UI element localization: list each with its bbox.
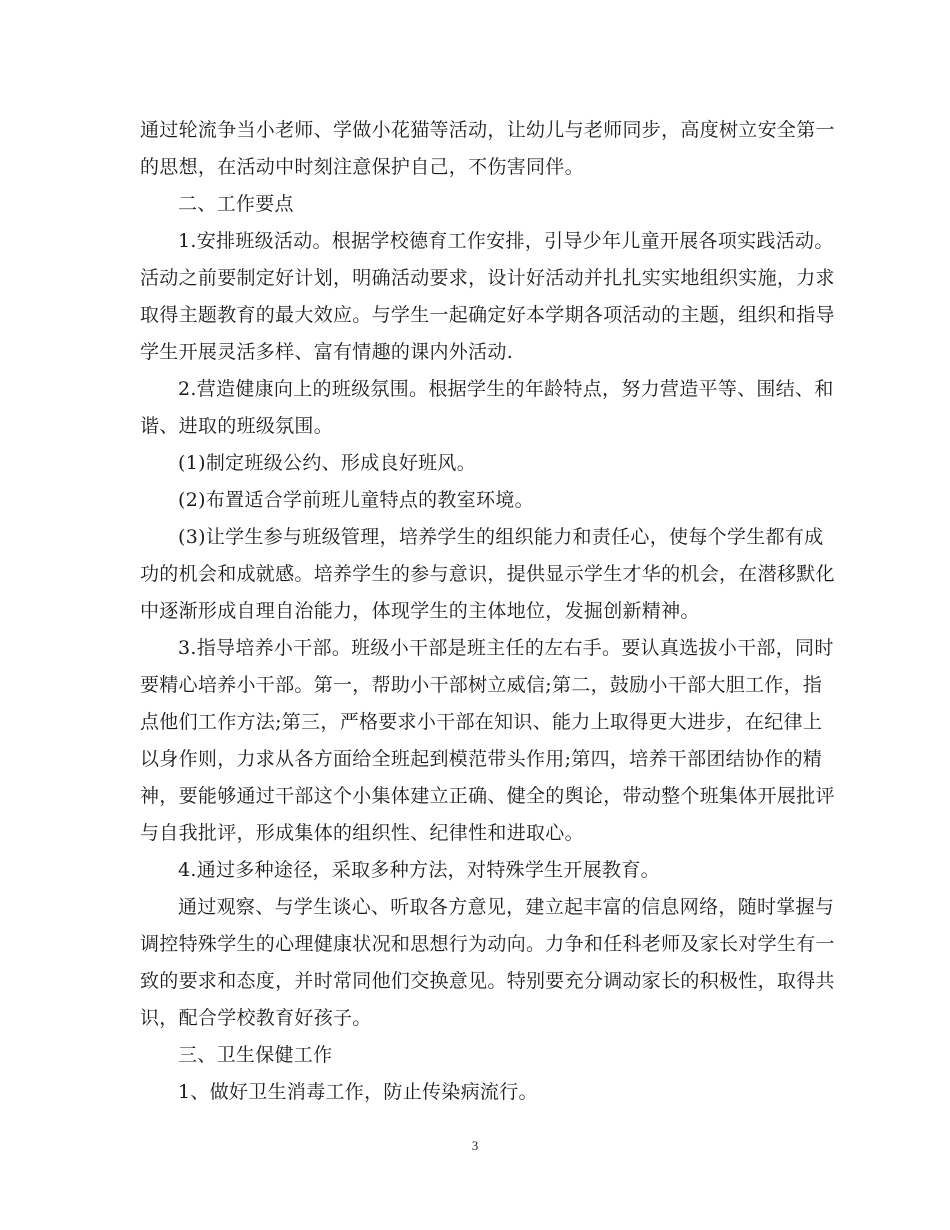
text-line-2: 的思想，在活动中时刻注意保护自己，不伤害同伴。 [140,156,584,178]
text-line-23: 调控特殊学生的心理健康状况和思想行为动向。力争和任科老师及家长对学生有一 [140,933,835,955]
text-line-8: 2.营造健康向上的班级氛围。根据学生的年龄特点，努力营造平等、围结、和 [178,378,834,400]
text-line-6: 取得主题教育的最大效应。与学生一起确定好本学期各项活动的主题，组织和指导 [140,304,835,326]
text-line-10: (1)制定班级公约、形成良好班风。 [178,452,477,474]
text-line-5: 活动之前要制定好计划，明确活动要求，设计好活动并扎扎实实地组织实施，力求 [140,267,835,289]
text-line-17: 点他们工作方法;第三，严格要求小干部在知识、能力上取得更大进步，在纪律上 [140,711,823,733]
text-line-22: 通过观察、与学生谈心、听取各方意见，建立起丰富的信息网络，随时掌握与 [178,896,835,918]
text-line-27: 1、做好卫生消毒工作，防止传染病流行。 [178,1081,538,1103]
text-line-21: 4.通过多种途径，采取多种方法，对特殊学生开展教育。 [178,859,660,881]
text-line-15: 3.指导培养小干部。班级小干部是班主任的左右手。要认真选拔小干部，同时 [178,637,834,659]
text-line-25: 识，配合学校教育好孩子。 [140,1007,372,1029]
text-line-24: 致的要求和态度，并时常同他们交换意见。特别要充分调动家长的积极性，取得共 [140,970,835,992]
text-line-4: 1.安排班级活动。根据学校德育工作安排，引导少年儿童开展各项实践活动。 [178,230,834,252]
text-line-14: 中逐渐形成自理自治能力，体现学生的主体地位，发掘创新精神。 [140,600,700,622]
text-line-19: 神，要能够通过干部这个小集体建立正确、健全的舆论，带动整个班集体开展批评 [140,785,835,807]
section-heading-work-points: 二、工作要点 [178,193,294,215]
text-line-9: 谐、进取的班级氛围。 [140,415,334,437]
text-line-18: 以身作则，力求从各方面给全班起到模范带头作用;第四，培养干部团结协作的精 [140,748,823,770]
text-line-13: 功的机会和成就感。培养学生的参与意识，提供显示学生才华的机会，在潜移默化 [140,563,835,585]
text-line-16: 要精心培养小干部。第一，帮助小干部树立威信;第二，鼓励小干部大胆工作，指 [140,674,823,696]
text-line-1: 通过轮流争当小老师、学做小花猫等活动，让幼儿与老师同步，高度树立安全第一 [140,119,835,141]
document-body [140,112,835,1111]
page-number: 3 [471,1138,479,1153]
text-line-7: 学生开展灵活多样、富有情趣的课内外活动. [140,341,514,363]
text-line-11: (2)布置适合学前班儿童特点的教室环境。 [178,489,534,511]
text-line-12: (3)让学生参与班级管理，培养学生的组织能力和责任心，使每个学生都有成 [178,526,824,548]
text-line-20: 与自我批评，形成集体的组织性、纪律性和进取心。 [140,822,584,844]
section-heading-hygiene: 三、卫生保健工作 [178,1044,333,1066]
